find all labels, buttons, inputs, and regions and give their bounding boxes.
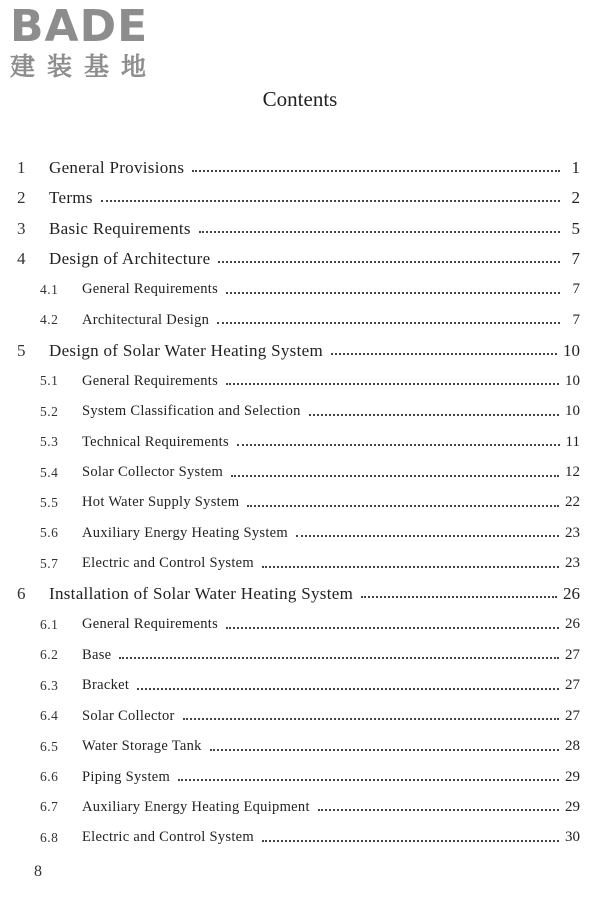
toc-entry-page: 2 [571, 188, 580, 208]
toc-entry-page: 27 [565, 707, 580, 724]
toc-dot-leader [237, 444, 560, 446]
toc-dot-leader [218, 261, 560, 263]
toc-dot-leader [226, 383, 559, 385]
toc-entry-page: 26 [563, 584, 580, 604]
toc-dot-leader [361, 596, 557, 598]
logo-subtitle: 建装基地 [10, 52, 159, 81]
toc-section-entry[interactable] [40, 704, 580, 728]
toc-dot-leader [119, 657, 559, 659]
toc-entry-label: Auxiliary Energy Heating System [82, 524, 288, 541]
toc-entry-number: 2 [17, 188, 26, 208]
toc-entry-page: 1 [571, 158, 580, 177]
toc-entry-page: 12 [565, 464, 580, 480]
toc-section-entry[interactable] [40, 400, 580, 424]
toc-entry-page: 29 [565, 768, 580, 785]
toc-section-entry[interactable] [40, 826, 580, 850]
toc-entry-page: 7 [572, 311, 580, 328]
toc-entry-number: 5.1 [40, 373, 59, 389]
toc-entry-number: 6.1 [40, 616, 59, 632]
toc-entry-label: Architectural Design [82, 311, 210, 328]
toc-entry-page: 11 [565, 433, 580, 450]
toc-entry-number: 5.4 [40, 464, 59, 480]
toc-entry-page: 23 [565, 524, 580, 541]
toc-section-entry[interactable] [40, 278, 580, 302]
toc-dot-leader [210, 749, 559, 751]
toc-dot-leader [183, 718, 559, 720]
toc-dot-leader [199, 231, 560, 233]
toc-entry-number: 5.3 [40, 434, 59, 450]
toc-entry-number: 5.7 [40, 555, 59, 571]
toc-entry-number: 6.6 [40, 769, 59, 784]
toc-entry-number: 6 [17, 584, 26, 604]
toc-section-entry[interactable] [40, 430, 580, 454]
toc-entry-label: Installation of Solar Water Heating System [49, 584, 354, 604]
toc-entry-page: 22 [565, 494, 580, 511]
toc-entry-page: 27 [565, 677, 580, 694]
toc-entry-number: 5.2 [40, 403, 59, 419]
toc-chapter-entry[interactable] [17, 217, 580, 241]
toc-entry-number: 4.1 [40, 281, 59, 297]
toc-entry-label: Technical Requirements [82, 433, 229, 450]
toc-entry-page: 10 [565, 372, 580, 389]
toc-entry-label: Electric and Control System [82, 555, 254, 572]
toc-section-entry[interactable] [40, 461, 580, 485]
toc-entry-page: 27 [565, 646, 580, 663]
toc-dot-leader [262, 566, 559, 568]
toc-dot-leader [217, 322, 560, 324]
page-number: 8 [34, 863, 42, 880]
toc-entry-number: 6.8 [40, 829, 59, 845]
toc-dot-leader [296, 535, 559, 537]
toc-entry-label: Auxiliary Energy Heating Equipment [82, 798, 310, 815]
toc-entry-label: Basic Requirements [49, 218, 191, 238]
toc-entry-number: 3 [17, 218, 26, 238]
toc-entry-number: 5.6 [40, 525, 59, 541]
toc-dot-leader [137, 688, 559, 690]
toc-entry-label: Water Storage Tank [82, 738, 202, 755]
toc-entry-page: 7 [572, 281, 580, 298]
toc-dot-leader [318, 809, 559, 811]
toc-entry-number: 5.5 [40, 494, 59, 510]
toc-section-entry[interactable] [40, 765, 580, 789]
toc-entry-label: Piping System [82, 768, 171, 785]
toc-entry-label: General Requirements [82, 372, 219, 389]
toc-dot-leader [309, 414, 559, 416]
toc-section-entry[interactable] [40, 613, 580, 637]
toc-entry-number: 6.4 [40, 708, 59, 724]
toc-section-entry[interactable] [40, 491, 580, 515]
toc-entry-page: 26 [565, 616, 580, 633]
toc-entry-label: Bracket [82, 677, 130, 694]
toc-entry-label: General Provisions [49, 158, 185, 177]
toc-entry-label: Solar Collector [82, 707, 175, 724]
toc-chapter-entry[interactable] [17, 339, 580, 363]
page-title: Contents [262, 87, 338, 111]
toc-entry-page: 10 [565, 403, 580, 420]
logo-wordmark: BADE [10, 1, 149, 52]
toc-entry-label: Design of Architecture [49, 249, 211, 269]
toc-entry-label: Hot Water Supply System [82, 494, 240, 511]
toc-dot-leader [331, 353, 557, 355]
toc-dot-leader [226, 292, 560, 294]
toc-entry-page: 30 [565, 829, 580, 846]
toc-entry-page: 23 [565, 555, 580, 572]
toc-entry-page: 5 [571, 218, 580, 238]
toc-section-entry[interactable] [40, 552, 580, 576]
toc-entry-number: 6.2 [40, 647, 59, 663]
toc-section-entry[interactable] [40, 308, 580, 332]
toc-entry-label: System Classification and Selection [82, 403, 301, 420]
toc-entry-label: General Requirements [82, 281, 219, 298]
toc-entry-page: 29 [565, 798, 580, 815]
toc-section-entry[interactable] [40, 521, 580, 545]
toc-entry-number: 4.2 [40, 312, 59, 328]
toc-dot-leader [101, 200, 560, 202]
toc-entry-label: General Requirements [82, 616, 219, 633]
toc-chapter-entry[interactable] [17, 156, 580, 180]
toc-entry-label: Solar Collector System [82, 464, 224, 480]
toc-section-entry[interactable] [40, 643, 580, 667]
toc-dot-leader [226, 627, 559, 629]
toc-section-entry[interactable] [40, 369, 580, 393]
toc-entry-label: Base [82, 646, 112, 663]
toc-dot-leader [192, 170, 560, 172]
toc-entry-page: 28 [565, 738, 580, 755]
toc-chapter-entry[interactable] [17, 582, 580, 606]
toc-dot-leader [247, 505, 559, 507]
toc-section-entry[interactable] [40, 795, 580, 819]
toc-dot-leader [262, 840, 559, 842]
toc-section-entry[interactable] [40, 674, 580, 698]
toc-entry-number: 6.7 [40, 799, 59, 815]
toc-entry-number: 6.3 [40, 677, 59, 693]
toc-chapter-entry[interactable] [17, 247, 580, 271]
toc-entry-label: Design of Solar Water Heating System [49, 340, 323, 360]
toc-entry-number: 6.5 [40, 738, 59, 754]
toc-chapter-entry[interactable] [17, 186, 580, 210]
toc-entry-number: 5 [17, 340, 26, 360]
toc-entry-page: 10 [563, 340, 580, 360]
toc-dot-leader [178, 779, 559, 781]
toc-entry-label: Electric and Control System [82, 829, 254, 846]
toc-entry-page: 7 [571, 249, 580, 269]
toc-entry-number: 4 [17, 249, 26, 269]
toc-entry-number: 1 [17, 158, 26, 177]
toc-entry-label: Terms [49, 188, 93, 208]
toc-dot-leader [231, 475, 559, 477]
toc-section-entry[interactable] [40, 735, 580, 759]
